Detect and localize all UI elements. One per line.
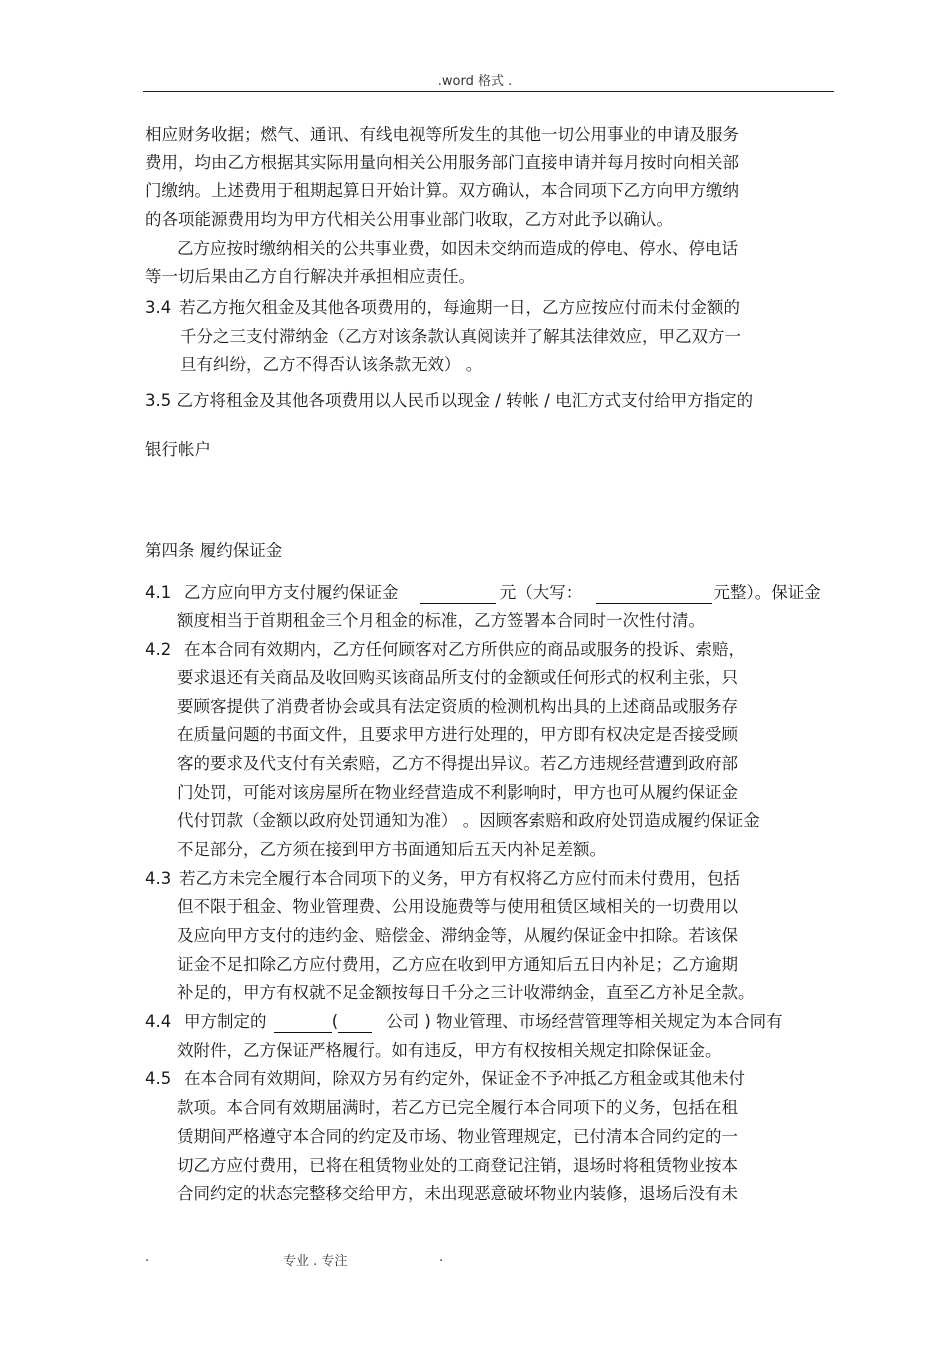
footer-left-mark: . [145,1250,150,1265]
paragraph-line: 费用，均由乙方根据其实际用量向相关公用服务部门直接申请并每月按时向相关部 [145,153,739,172]
clause-text: 甲方制定的 [184,1012,267,1031]
amount-words-blank [596,587,712,604]
clause-line: 在质量问题的书面文件，且要求甲方进行处理的，甲方即有权决定是否接受顾 [177,725,738,744]
clause-line: 在本合同有效期间，除双方另有约定外，保证金不予冲抵乙方租金或其他未付 [184,1069,745,1088]
clause-line: 但不限于租金、物业管理费、公用设施费等与使用租赁区域相关的一切费用以 [177,897,738,916]
clause-number: 4.5 [145,1069,172,1088]
article-title: 第四条 履约保证金 [145,541,283,560]
company-name-blank [338,1016,372,1033]
clause-text: 元整）。保证金 [713,583,821,602]
clause-line: 款项。本合同有效期届满时，若乙方已完全履行本合同项下的义务，包括在租 [177,1098,738,1117]
paragraph-line: 相应财务收据；燃气、通讯、有线电视等所发生的其他一切公用事业的申请及服务 [145,125,739,144]
clause-text: 乙方应向甲方支付履约保证金 [184,583,399,602]
clause-text: 公司 ) 物业管理、市场经营管理等相关规定为本合同有 [386,1012,783,1031]
clause-line [184,1011,783,1033]
clause-number: 4.2 [145,640,172,659]
company-blank [274,1016,332,1033]
clause-line: 门处罚，可能对该房屋所在物业经营造成不利影响时，甲方也可从履约保证金 [177,783,738,802]
clause-line: 若乙方拖欠租金及其他各项费用的，每逾期一日，乙方应按应付而未付金额的 [179,298,740,317]
paragraph-line: 门缴纳。上述费用于租期起算日开始计算。双方确认，本合同项下乙方向甲方缴纳 [145,181,739,200]
clause-line: 若乙方未完全履行本合同项下的义务，甲方有权将乙方应付而未付费用，包括 [179,869,740,888]
paragraph-line: 等一切后果由乙方自行解决并承担相应责任。 [145,267,475,286]
clause-line: 切乙方应付费用，已将在租赁物业处的工商登记注销，退场时将租赁物业按本 [177,1156,738,1175]
clause-number: 4.3 [145,869,172,888]
clause-text: 元（大写： [499,583,583,602]
clause-line: 及应向甲方支付的违约金、赔偿金、滞纳金等，从履约保证金中扣除。若该保 [177,926,738,945]
clause-line: 在本合同有效期内，乙方任何顾客对乙方所供应的商品或服务的投诉、索赔， [184,640,745,659]
clause-line: 赁期间严格遵守本合同的约定及市场、物业管理规定，已付清本合同约定的一 [177,1127,738,1146]
clause-line: 客的要求及代支付有关索赔，乙方不得提出异议。若乙方违规经营遭到政府部 [177,754,738,773]
clause-line: 效附件，乙方保证严格履行。如有违反，甲方有权按相关规定扣除保证金。 [177,1041,722,1060]
footer-text: 专业 . 专注 [283,1254,348,1269]
clause-line: 代付罚款（金额以政府处罚通知为准） 。因顾客索赔和政府处罚造成履约保证金 [177,811,760,830]
clause-number: 4.4 [145,1012,172,1031]
clause-line: 千分之三支付滞纳金（乙方对该条款认真阅读并了解其法律效应，甲乙双方一 [180,327,741,346]
clause-line: 不足部分，乙方须在接到甲方书面通知后五天内补足差额。 [177,840,606,859]
paragraph-line: 乙方应按时缴纳相关的公共事业费，如因未交纳而造成的停电、停水、停电话 [177,239,738,258]
clause-number: 4.1 [145,583,172,602]
page-header: .word 格式 . [437,74,513,89]
clause-line: 银行帐户 [145,440,211,459]
header-rule [143,91,834,92]
clause-line: 合同约定的状态完整移交给甲方，未出现恶意破坏物业内装修，退场后没有未 [177,1184,738,1203]
clause-line: 要求退还有关商品及收回购买该商品所支付的金额或任何形式的权利主张，只 [177,668,738,687]
clause-line: 要顾客提供了消费者协会或具有法定资质的检测机构出具的上述商品或服务存 [177,697,738,716]
clause-line [184,582,821,604]
clause-line: 旦有纠纷，乙方不得否认该条款无效） 。 [180,355,483,374]
clause-line: 补足的，甲方有权就不足金额按每日千分之三计收滞纳金，直至乙方补足全款。 [177,983,755,1002]
clause-text: ( [331,1012,339,1031]
amount-blank [420,587,496,604]
clause-number: 3.4 [145,298,172,317]
clause-line: 证金不足扣除乙方应付费用，乙方应在收到甲方通知后五日内补足；乙方逾期 [177,955,738,974]
clause-line: 3.5 乙方将租金及其他各项费用以人民币以现金 / 转帐 / 电汇方式支付给甲方指定的 [145,391,754,410]
paragraph-line: 的各项能源费用均为甲方代相关公用事业部门收取，乙方对此予以确认。 [145,210,673,229]
clause-line: 额度相当于首期租金三个月租金的标准，乙方签署本合同时一次性付清。 [177,611,705,630]
footer-right-mark: . [439,1250,444,1265]
